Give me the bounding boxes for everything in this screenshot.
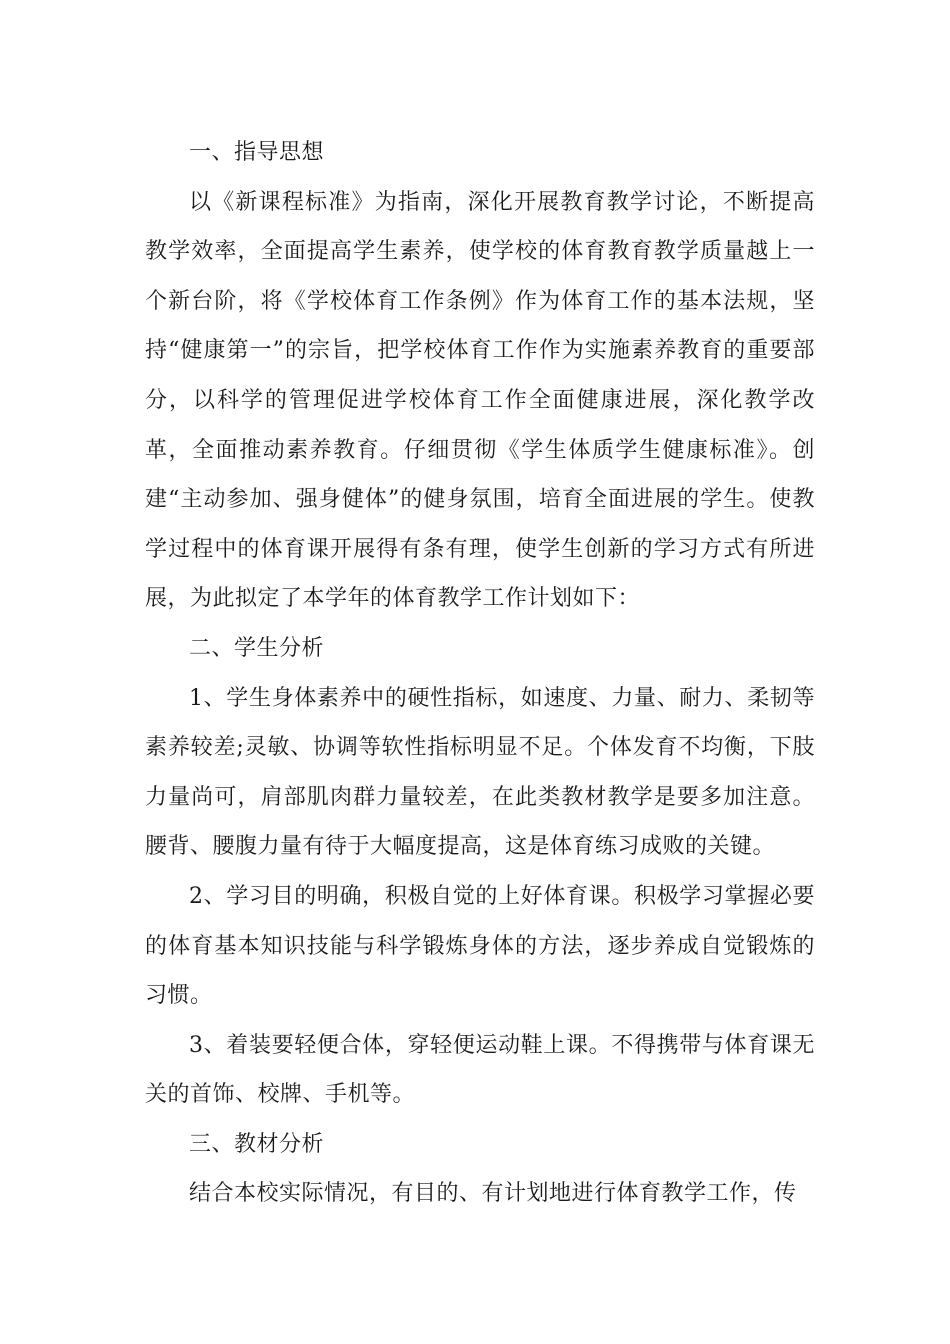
paragraph-student-analysis-1: 1、学生身体素养中的硬性指标，如速度、力量、耐力、柔韧等素养较差;灵敏、协调等软性指标明显不足。个体发育不均衡，下肢力量尚可，肩部肌肉群力量较差，在此类教材教学是要多加注意。腰背、腰腹力量有待于大幅度提高，这是体育练习成败的关键。: [145, 685, 815, 860]
section-heading-textbook-analysis: 三、教材分析: [189, 1131, 325, 1157]
paragraph-guiding-ideology: 以《新课程标准》为指南，深化开展教育教学讨论，不断提高教学效率，全面提高学生素养，使学校的体育教育教学质量越上一个新台阶，将《学校体育工作条例》作为体育工作的基本法规，坚持“健康第一”的宗旨，把学校体育工作作为实施素养教育的重要部分，以科学的管理促进学校体育工作全面健康进展，深化教学改革，全面推动素养教育。仔细贯彻《学生体质学生健康标准》。创建“主动参加、强身健体”的健身氛围，培育全面进展的学生。使教学过程中的体育课开展得有条有理，使学生创新的学习方式有所进展，为此拟定了本学年的体育教学工作计划如下：: [145, 189, 815, 612]
section-heading-student-analysis: 二、学生分析: [189, 635, 325, 661]
paragraph-textbook-analysis: 结合本校实际情况，有目的、有计划地进行体育教学工作，传: [189, 1181, 797, 1207]
section-heading-guiding-ideology: 一、指导思想: [189, 140, 325, 165]
paragraph-student-analysis-2: 2、学习目的明确，积极自觉的上好体育课。积极学习掌握必要的体育基本知识技能与科学锻炼身体的方法，逐步养成自觉锻炼的习惯。: [145, 883, 815, 1009]
paragraph-student-analysis-3: 3、着装要轻便合体，穿轻便运动鞋上课。不得携带与体育课无关的首饰、校牌、手机等。: [145, 1032, 815, 1108]
document-body: [145, 128, 815, 1219]
